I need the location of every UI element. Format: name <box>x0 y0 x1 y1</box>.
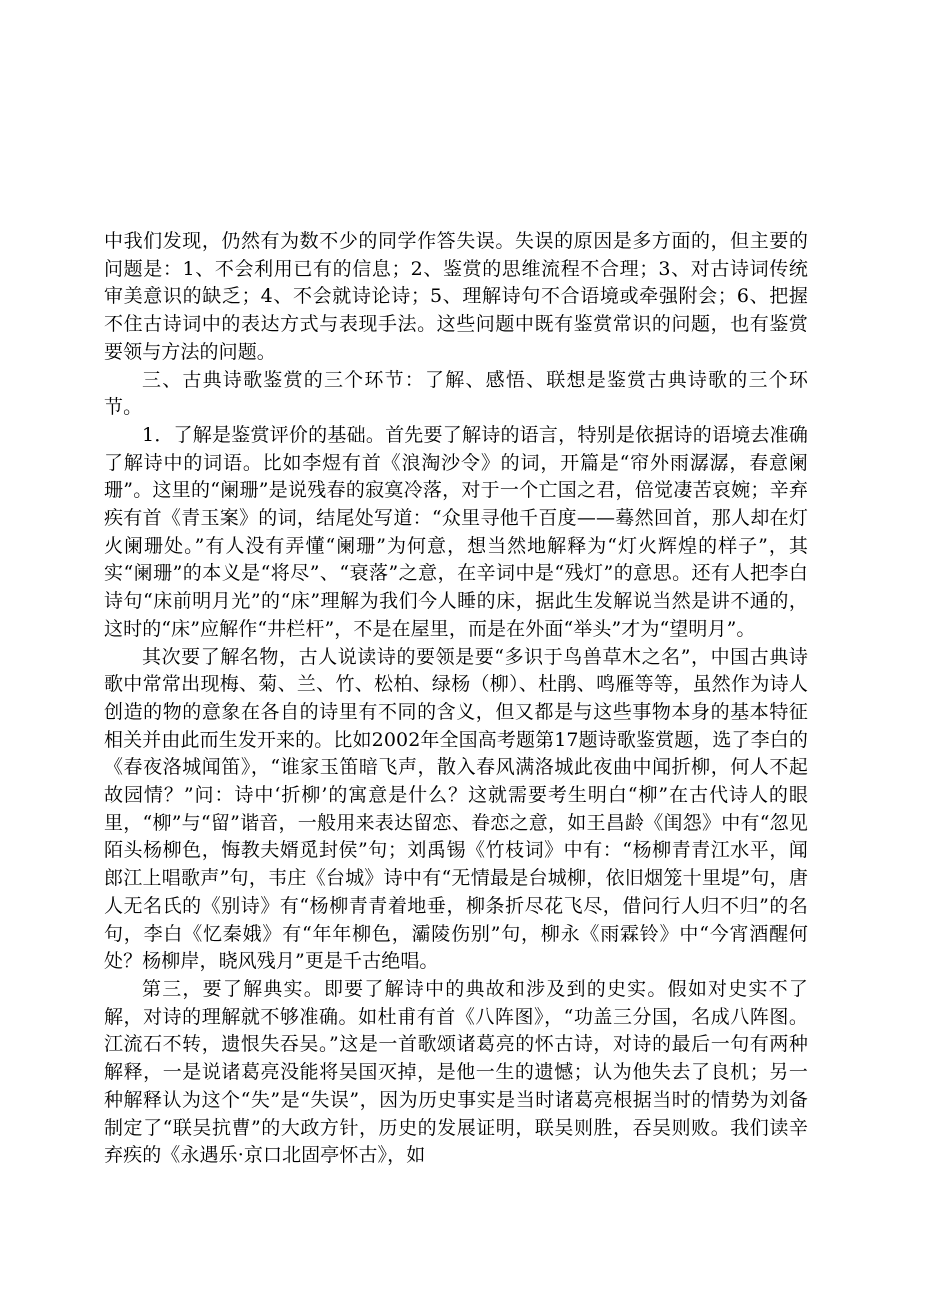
paragraph-1: 中我们发现，仍然有为数不少的同学作答失误。失误的原因是多方面的，但主要的问题是：1、不会利用已有的信息；2、鉴赏的思维流程不合理；3、对古诗词传统审美意识的缺乏；4、不会就诗论诗；5、理解诗句不合语境或牵强附会；6、把握不住古诗词中的表达方式与表现手法。这些问题中既有鉴赏常识的问题，也有鉴赏要领与方法的问题。 <box>104 230 808 363</box>
paragraph-5: 第三，要了解典实。即要了解诗中的典故和涉及到的史实。假如对史实不了解，对诗的理解就不够准确。如杜甫有首《八阵图》，“功盖三分国，名成八阵图。江流石不转，遗恨失吞吴。”这是一首歌颂诸葛亮的怀古诗，对诗的最后一句有两种解释，一是说诸葛亮没能将吴国灭掉，是他一生的遗憾；认为他失去了良机；另一种解释认为这个“失”是“失误”，因为历史事实是当时诸葛亮根据当时的情势为刘备制定了“联吴抗曹”的大政方针，历史的发展证明，联吴则胜，吞吴则败。我们读辛弃疾的《永遇乐·京口北固亭怀古》，如 <box>104 977 808 1167</box>
paragraph-2: 三、古典诗歌鉴赏的三个环节：了解、感悟、联想是鉴赏古典诗歌的三个环节。 <box>104 368 808 419</box>
paragraph-3: 1．了解是鉴赏评价的基础。首先要了解诗的语言，特别是依据诗的语境去准确了解诗中的词语。比如李煜有首《浪淘沙令》的词，开篇是“帘外雨潺潺，春意阑珊”。这里的“阑珊”是说残春的寂寞冷落，对于一个亡国之君，倍觉凄苦哀婉；辛弃疾有首《青玉案》的词，结尾处写道：“众里寻他千百度——蓦然回首，那人却在灯火阑珊处。”有人没有弄懂“阑珊”为何意，想当然地解释为“灯火辉煌的样子”，其实“阑珊”的本义是“将尽”、“衰落”之意，在辛词中是“残灯”的意思。还有人把李白诗句“床前明月光”的“床”理解为我们今人睡的床，据此生发解说当然是讲不通的，这时的“床”应解作“井栏杆”，不是在屋里，而是在外面“举头”才为“望明月”。 <box>104 423 808 640</box>
document-body <box>104 228 808 1170</box>
paragraph-4: 其次要了解名物，古人说读诗的要领是要“多识于鸟兽草木之名”，中国古典诗歌中常常出现梅、菊、兰、竹、松柏、绿杨（柳）、杜鹃、鸣雁等等，虽然作为诗人创造的物的意象在各自的诗里有不同的含义，但又都是与这些事物本身的基本特征相关并由此而生发开来的。比如2002年全国高考题第17题诗歌鉴赏题，选了李白的《春夜洛城闻笛》，“谁家玉笛暗飞声，散入春风满洛城此夜曲中闻折柳，何人不起故园情？”问：诗中‘折柳’的寓意是什么？这就需要考生明白“柳”在古代诗人的眼里，“柳”与“留”谐音，一般用来表达留恋、眷恋之意，如王昌龄《闺怨》中有“忽见陌头杨柳色，悔教夫婿觅封侯”句；刘禹锡《竹枝词》中有：“杨柳青青江水平，闻郎江上唱歌声”句，韦庄《台城》诗中有“无情最是台城柳，依旧烟笼十里堤”句，唐人无名氏的《别诗》有“杨柳青青着地垂，柳条折尽花飞尽，借问行人归不归”的名句，李白《忆秦娥》有“年年柳色，灞陵伤别”句，柳永《雨霖铃》中“今宵酒醒何处？杨柳岸，晓风残月”更是千古绝唱。 <box>104 645 808 973</box>
